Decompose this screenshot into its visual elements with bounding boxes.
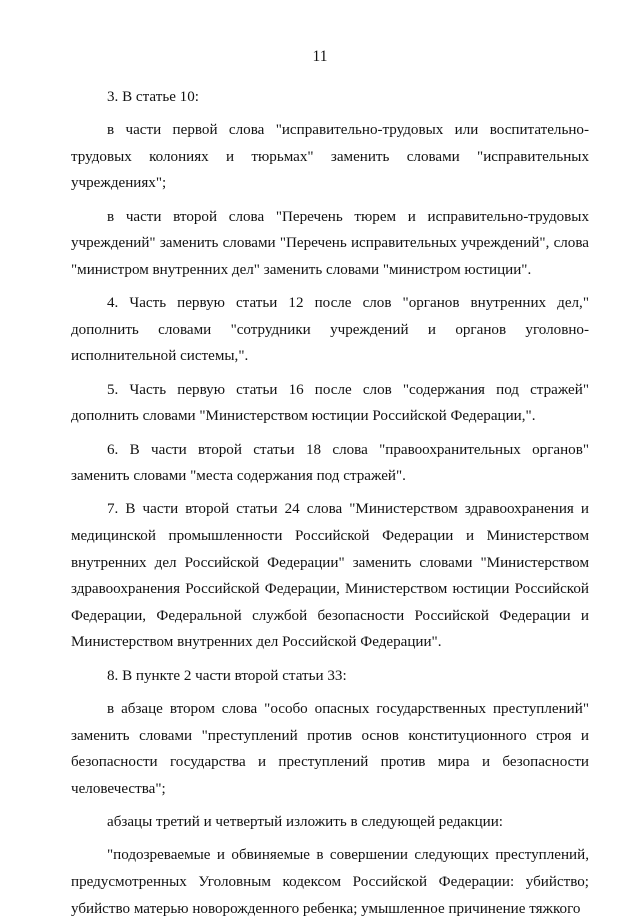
paragraph: "подозреваемые и обвиняемые в совершении следующих преступлений, предусмотренных Уголовным кодексом Российской Федерации: убийство; убийство матерью новорожденного ребенка; умышленное причинение тяжкого [71, 847, 589, 917]
paragraph: абзацы третий и четвертый изложить в следующей редакции: [107, 814, 503, 831]
paragraph: 6. В части второй статьи 18 слова "правоохранительных органов" заменить словами "места содержания под стражей". [71, 441, 589, 485]
paragraph: в части первой слова "исправительно-трудовых или воспитательно-трудовых колониях и тюрьмах" заменить словами "исправительных учреждениях"; [71, 122, 589, 192]
paragraph: в абзаце втором слова "особо опасных государственных преступлений" заменить словами "преступлений против основ конституционного строя и безопасности государства и преступлений против мира и безопасности человечества"; [71, 700, 589, 797]
paragraph: 7. В части второй статьи 24 слова "Министерством здравоохранения и медицинской промышленности Российской Федерации и Министерством внутренних дел Российской Федерации" заменить словами "Министерством здравоохранения Российской Федерации, Министерством юстиции Российской Федерации, Федеральной службой безопасности Российской Федерации и Министерством внутренних дел Российской Федерации". [71, 501, 589, 651]
paragraph: 5. Часть первую статьи 16 после слов "содержания под стражей" дополнить словами "Министерством юстиции Российской Федерации,". [71, 381, 589, 425]
paragraph: 4. Часть первую статьи 12 после слов "органов внутренних дел," дополнить словами "сотрудники учреждений и органов уголовно-исполнительной системы,". [71, 295, 589, 365]
document-body [71, 84, 589, 922]
paragraph: 8. В пункте 2 части второй статьи 33: [107, 667, 347, 684]
paragraph: 3. В статье 10: [107, 89, 199, 105]
paragraph: в части второй слова "Перечень тюрем и исправительно-трудовых учреждений" заменить словами "Перечень исправительных учреждений", слова "министром внутренних дел" заменить словами "министром юстиции". [71, 208, 589, 278]
page-number: 11 [312, 48, 328, 65]
